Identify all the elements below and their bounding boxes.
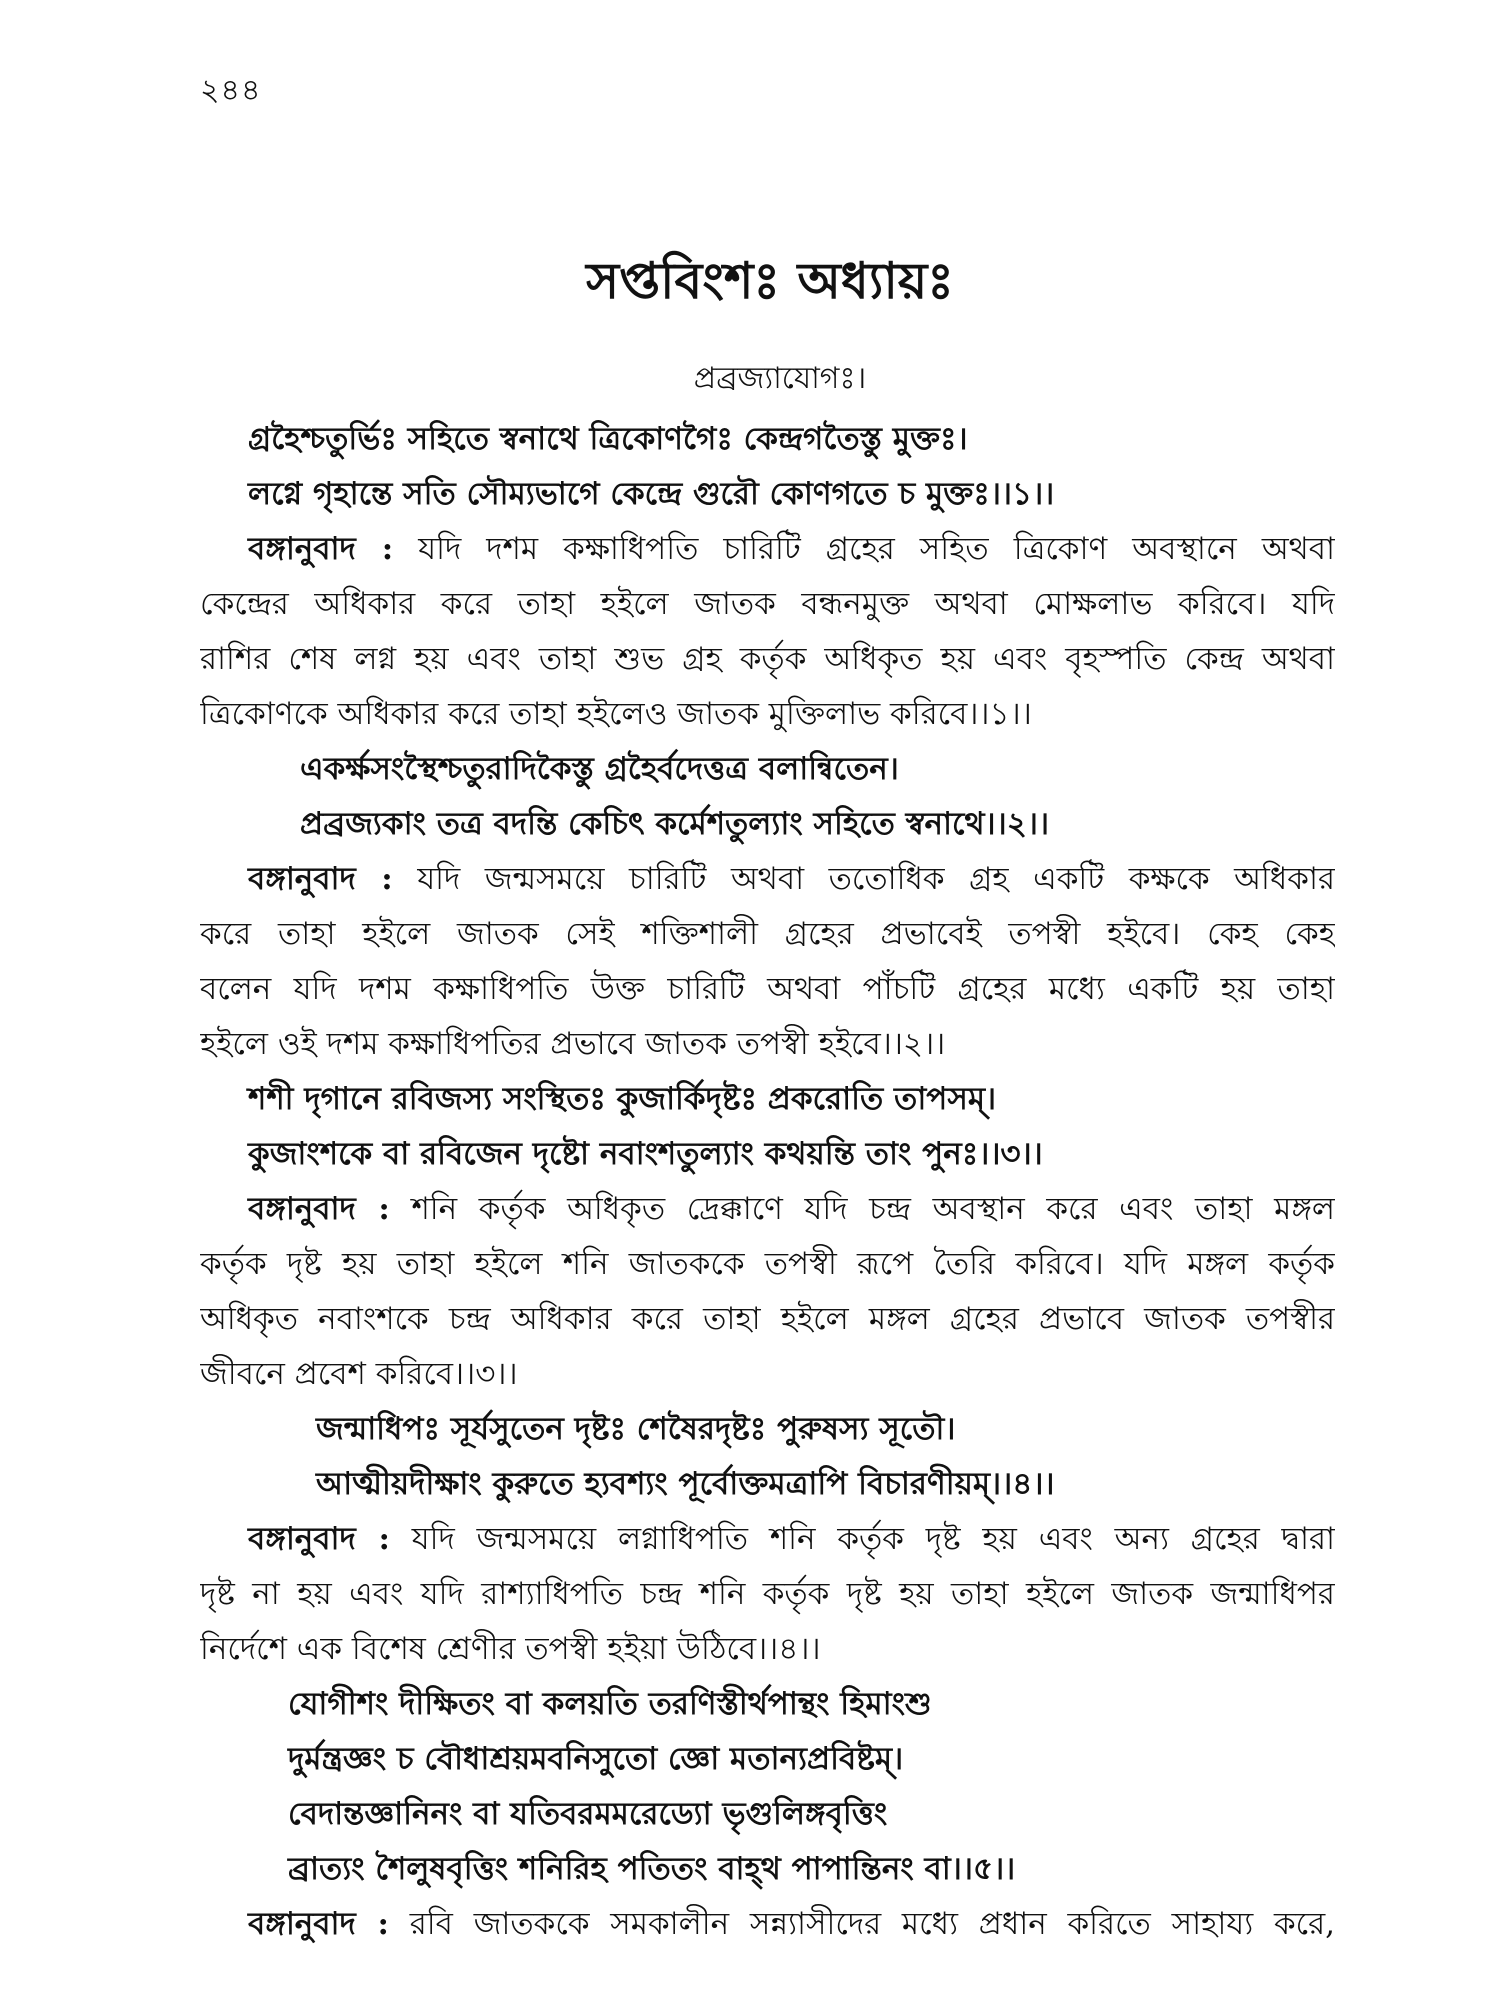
translation-line: হইলে ওই দশম কক্ষাধিপতির প্রভাবে জাতক তপস্বী হইবে।।২।। [200,1026,946,1062]
chapter-subtitle: প্রব্রজ্যাযোগঃ। [693,361,867,396]
verse-line: জন্মাধিপঃ সূর্যসুতেন দৃষ্টঃ শেষৈরদৃষ্টঃ পুরুষস্য সূতৌ। [316,1411,956,1447]
translation-line: করে তাহা হইলে জাতক সেই শক্তিশালী গ্রহের প্রভাবেই তপস্বী হইবে। কেহ কেহ [200,916,1335,952]
translation-label: বঙ্গানুবাদ : [248,1906,389,1942]
translation-text: যদি জন্মসময়ে চারিটি অথবা ততোধিক গ্রহ একটি কক্ষকে অধিকার [417,861,1335,897]
translation-line: কেন্দ্রের অধিকার করে তাহা হইলে জাতক বন্ধনমুক্ত অথবা মোক্ষলাভ করিবে। যদি [200,586,1335,622]
verse-line: বেদান্তজ্ঞানিনং বা যতিবরমমরেড্যো ভৃগুলিঙ্গবৃত্তিং [288,1796,888,1832]
verse-line: দুর্মন্ত্রজ্ঞং চ বৌধাশ্রয়মবনিসুতো জ্ঞো মতান্যপ্রবিষ্টম্। [288,1741,904,1777]
translation-label: বঙ্গানুবাদ : [248,1191,390,1227]
translation-line: অধিকৃত নবাংশকে চন্দ্র অধিকার করে তাহা হইলে মঙ্গল গ্রহের প্রভাবে জাতক তপস্বীর [200,1301,1335,1337]
verse-line: লগ্নে গৃহান্তে সতি সৌম্যভাগে কেন্দ্রে গুরৌ কোণগতে চ মুক্তঃ।।১।। [248,476,1055,512]
translation-text: যদি দশম কক্ষাধিপতি চারিটি গ্রহের সহিত ত্রিকোণ অবস্থানে অথবা [418,531,1335,567]
verse-line: শশী দৃগানে রবিজস্য সংস্থিতঃ কুজার্কিদৃষ্টঃ প্রকরোতি তাপসম্। [248,1081,997,1117]
body-text [200,412,1335,1952]
verse-line: আত্মীয়দীক্ষাং কুরুতে হ্যবশ্যং পূর্বোক্তমত্রাপি বিচারণীয়ম্।।৪।। [316,1466,1055,1502]
verse-line: কুজাংশকে বা রবিজেন দৃষ্টো নবাংশতুল্যাং কথয়ন্তি তাং পুনঃ।।৩।। [248,1136,1043,1172]
verse-line: একর্ক্ষসংস্থৈশ্চতুরাদিকৈস্তু গ্রহৈর্বদেত্তত্র বলান্বিতেন। [300,751,899,787]
translation-text: রবি জাতককে সমকালীন সন্ন্যাসীদের মধ্যে প্রধান করিতে সাহায্য করে, [409,1906,1335,1942]
translation-line: রাশির শেষ লগ্ন হয় এবং তাহা শুভ গ্রহ কর্তৃক অধিকৃত হয় এবং বৃহস্পতি কেন্দ্র অথবা [200,641,1335,677]
verse-line: যোগীশং দীক্ষিতং বা কলয়তি তরণিস্তীর্থপান্থং হিমাংশু [288,1686,932,1722]
translation-line: নির্দেশে এক বিশেষ শ্রেণীর তপস্বী হইয়া উঠিবে।।৪।। [200,1631,821,1667]
translation-line: কর্তৃক দৃষ্ট হয় তাহা হইলে শনি জাতককে তপস্বী রূপে তৈরি করিবে। যদি মঙ্গল কর্তৃক [200,1246,1335,1282]
translation-line [200,852,1335,907]
page-number: ২৪৪ [200,73,262,108]
translation-text: যদি জন্মসময়ে লগ্নাধিপতি শনি কর্তৃক দৃষ্ট হয় এবং অন্য গ্রহের দ্বারা [411,1521,1335,1557]
verse-line: প্রব্রজ্যকাং তত্র বদন্তি কেচিৎ কর্মেশতুল্যাং সহিতে স্বনাথে।।২।। [300,806,1050,842]
translation-line [200,522,1335,577]
translation-line: ত্রিকোণকে অধিকার করে তাহা হইলেও জাতক মুক্তিলাভ করিবে।।১।। [200,696,1032,732]
translation-line: দৃষ্ট না হয় এবং যদি রাশ্যাধিপতি চন্দ্র শনি কর্তৃক দৃষ্ট হয় তাহা হইলে জাতক জন্মাধিপর [200,1576,1335,1612]
translation-label: বঙ্গানুবাদ : [248,861,393,897]
translation-line [200,1182,1335,1237]
translation-line [200,1897,1335,1952]
verse-line: গ্রহৈশ্চতুর্ভিঃ সহিতে স্বনাথে ত্রিকোণগৈঃ কেন্দ্রগতৈস্তু মুক্তঃ। [248,421,968,457]
translation-line: জীবনে প্রবেশ করিবে।।৩।। [200,1356,518,1392]
translation-label: বঙ্গানুবাদ : [248,1521,390,1557]
verse-line: ব্রাত্যং শৈলুষবৃত্তিং শনিরিহ পতিতং বাহ্থ পাপান্তিনং বা।।৫।। [288,1851,1016,1887]
translation-text: শনি কর্তৃক অধিকৃত দ্রেক্কাণে যদি চন্দ্র অবস্থান করে এবং তাহা মঙ্গল [411,1191,1335,1227]
translation-line [200,1512,1335,1567]
chapter-title: সপ্তবিংশঃ অধ্যায়ঃ [586,251,954,310]
translation-line: বলেন যদি দশম কক্ষাধিপতি উক্ত চারিটি অথবা পাঁচটি গ্রহের মধ্যে একটি হয় তাহা [200,971,1335,1007]
translation-label: বঙ্গানুবাদ : [248,531,394,567]
